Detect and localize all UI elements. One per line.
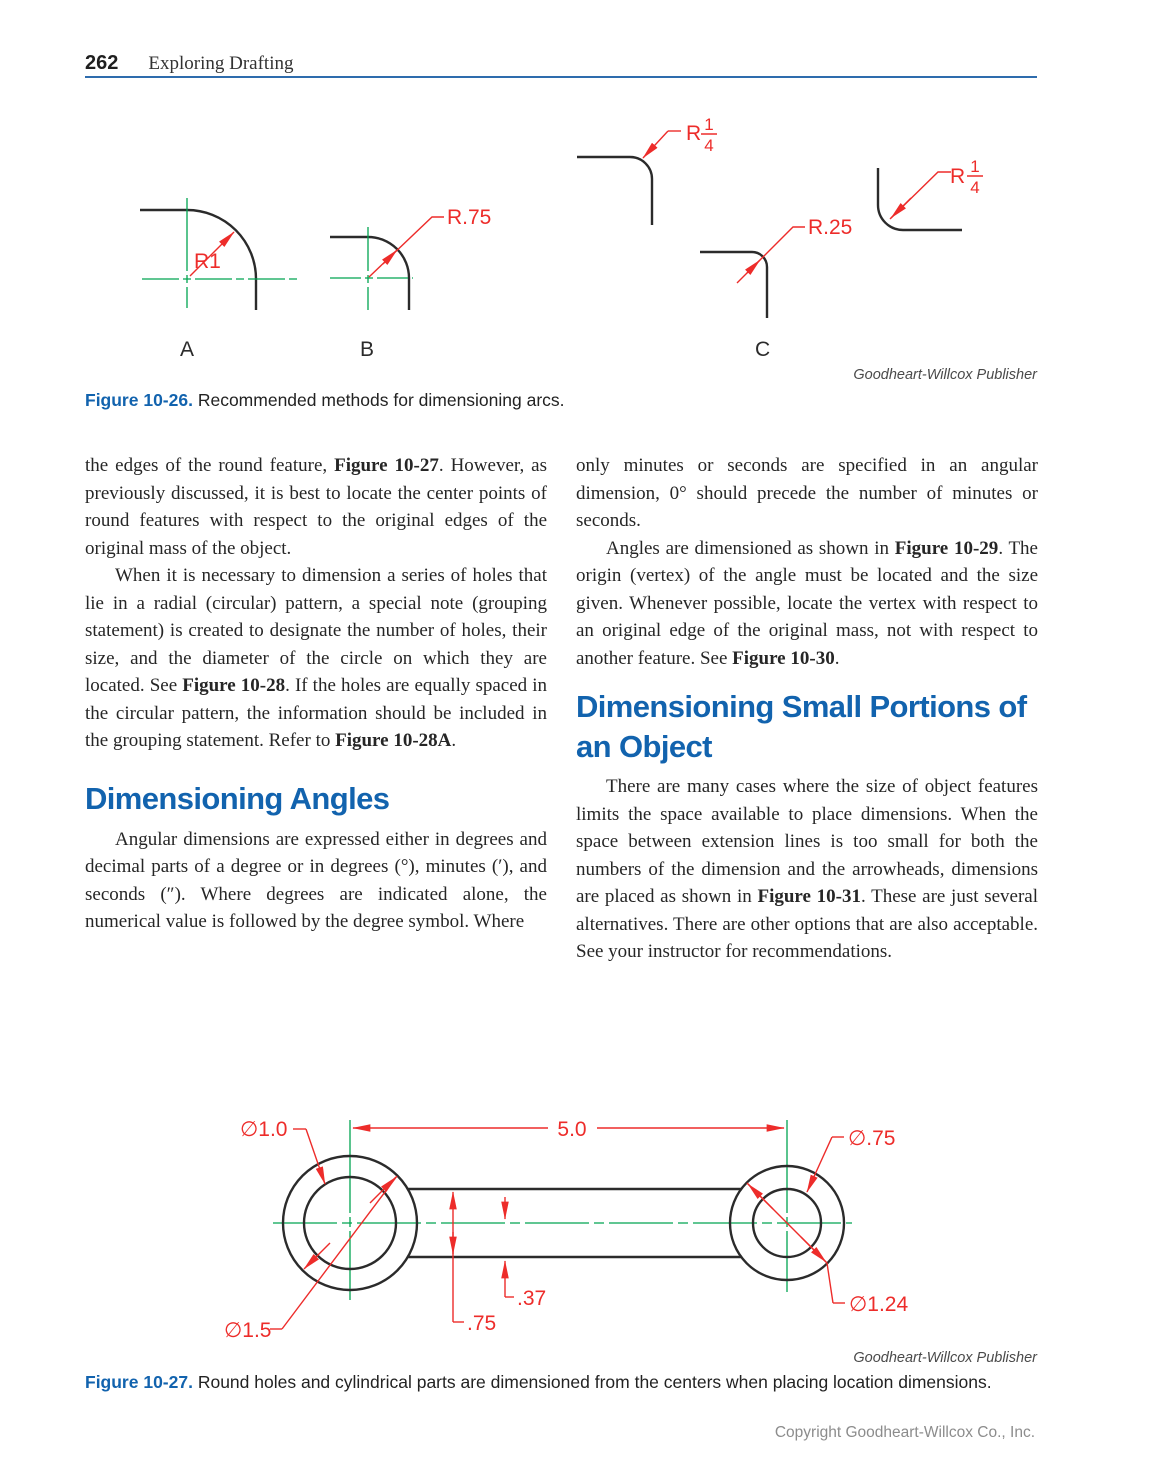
fraction-denominator: 4 — [704, 136, 714, 155]
caption-text: Recommended methods for dimensioning arcs. — [192, 390, 565, 410]
figure-10-26-caption — [85, 390, 1015, 411]
dim-label-outer-right: ∅1.24 — [849, 1293, 909, 1316]
fraction-numerator: 1 — [704, 115, 714, 134]
paragraph: only minutes or seconds are specified in an angular dimension, 0° should precede the number of minutes or seconds. — [576, 455, 1038, 531]
dimension-outer-right — [747, 1183, 908, 1316]
radius-label-c1-fraction — [686, 115, 717, 155]
dim-label-half-bar: .37 — [517, 1287, 547, 1310]
page-number: 262 — [85, 52, 119, 74]
radius-label-c2: R.25 — [808, 216, 853, 239]
figure-10-26-credit: Goodheart-Willcox Publisher — [853, 367, 1037, 383]
header-rule — [85, 76, 1037, 78]
example-letter-c: C — [755, 338, 771, 361]
caption-label: Figure 10-26. — [85, 390, 193, 410]
centerlines — [273, 1120, 852, 1300]
left-column — [85, 452, 547, 936]
leader-tail — [827, 1263, 833, 1303]
section-heading-dimensioning-small-portions: Dimensioning Small Portions of an Object — [576, 689, 1027, 764]
dimension-inner-left — [240, 1118, 325, 1184]
paragraph: Angles are dimensioned as shown in Figure 10-29. The origin (vertex) of the angle must be located and the size given. Whenever possible, locate the vertex with respect to an original edge of the original mass, not with respect to another feature. See Figure 10-30. — [576, 537, 1038, 669]
object-corner-c2 — [700, 252, 767, 318]
radius-label-b: R.75 — [447, 206, 492, 229]
dim-label-inner-right: ∅.75 — [848, 1127, 896, 1150]
radius-leader-c3 — [890, 172, 951, 219]
dimension-5-0 — [353, 1118, 784, 1141]
figure-10-27-caption — [85, 1372, 1045, 1393]
object-corner-c1 — [577, 157, 652, 225]
caption-text: Round holes and cylindrical parts are dimensioned from the centers when placing location dimensions. — [192, 1372, 992, 1392]
radius-label-a: R1 — [194, 250, 221, 273]
paragraph: When it is necessary to dimension a series of holes that lie in a radial (circular) pattern, a special note (grouping statement) is created to designate the number of holes, their size, and the diameter of the circle on which they are located. See Figure 10-28. If the holes are equally spaced in the circular pattern, the information should be included in the grouping statement. Refer to Figure 10-28A. — [85, 565, 548, 751]
example-letter-a: A — [180, 338, 195, 361]
section-heading-dimensioning-angles: Dimensioning Angles — [85, 780, 390, 816]
dim-label-5-0: 5.0 — [557, 1118, 587, 1141]
caption-label: Figure 10-27. — [85, 1372, 193, 1392]
book-title: Exploring Drafting — [148, 53, 294, 74]
diameter-arrow-lower — [801, 1237, 826, 1262]
radius-arrow-c1 — [643, 131, 668, 158]
dim-label-inner-left: ∅1.0 — [240, 1118, 288, 1141]
fraction-denominator: 4 — [970, 178, 980, 197]
dim-label-outer-left: ∅1.5 — [224, 1319, 272, 1342]
figure-10-26-drawing — [0, 95, 1156, 395]
figure-10-27-drawing — [0, 1095, 1156, 1360]
object-corner-b — [330, 237, 409, 310]
copyright-notice: Copyright Goodheart-Willcox Co., Inc. — [774, 1424, 1035, 1441]
fraction-numerator: 1 — [970, 157, 980, 176]
diameter-arrow-upper — [748, 1184, 773, 1209]
figure-10-27-credit: Goodheart-Willcox Publisher — [853, 1350, 1037, 1366]
arc-example-b — [330, 206, 491, 361]
right-column — [576, 452, 1038, 966]
diameter-arrow-lower — [304, 1243, 330, 1269]
arc-example-a — [140, 198, 298, 361]
diameter-line — [282, 1176, 397, 1329]
dimension-inner-right — [807, 1127, 896, 1192]
arc-example-c — [577, 115, 983, 361]
dim-label-bar: .75 — [467, 1312, 497, 1335]
diameter-arrow-upper — [370, 1177, 396, 1203]
radius-arrow-c2 — [747, 260, 760, 273]
radius-label-c3-fraction — [950, 157, 983, 197]
radius-leader-c2 — [737, 227, 805, 283]
paragraph: There are many cases where the size of object features limits the space available to place dimensions. When the space between extension lines is too small for both the numbers of the dimension and the arrowheads, dimensions are placed as shown in Figure 10-31. These are just several alternatives. There are other options that are also acceptable. See your instructor for recommendations. — [576, 776, 1038, 962]
dimension-bar-thickness — [453, 1192, 496, 1335]
radius-arrow-c3 — [891, 198, 911, 218]
example-letter-b: B — [360, 338, 375, 361]
dimension-half-thickness — [505, 1197, 546, 1310]
fraction-prefix: R — [686, 122, 702, 145]
radius-leader-b — [369, 217, 444, 277]
paragraph: Angular dimensions are expressed either in degrees and decimal parts of a degree or in degrees (°), minutes (′), and seconds (″). Where degrees are indicated alone, the numerical value is followed by the degree symbol. Where — [85, 828, 547, 932]
leader-arrow — [306, 1129, 325, 1184]
fraction-prefix: R — [950, 165, 966, 188]
radius-arrow-b — [383, 250, 397, 264]
paragraph: the edges of the round feature, Figure 10-27. However, as previously discussed, it is best to locate the center points of round features with respect to the original edges of the original mass of the object. — [85, 455, 547, 559]
page-header — [85, 52, 293, 75]
